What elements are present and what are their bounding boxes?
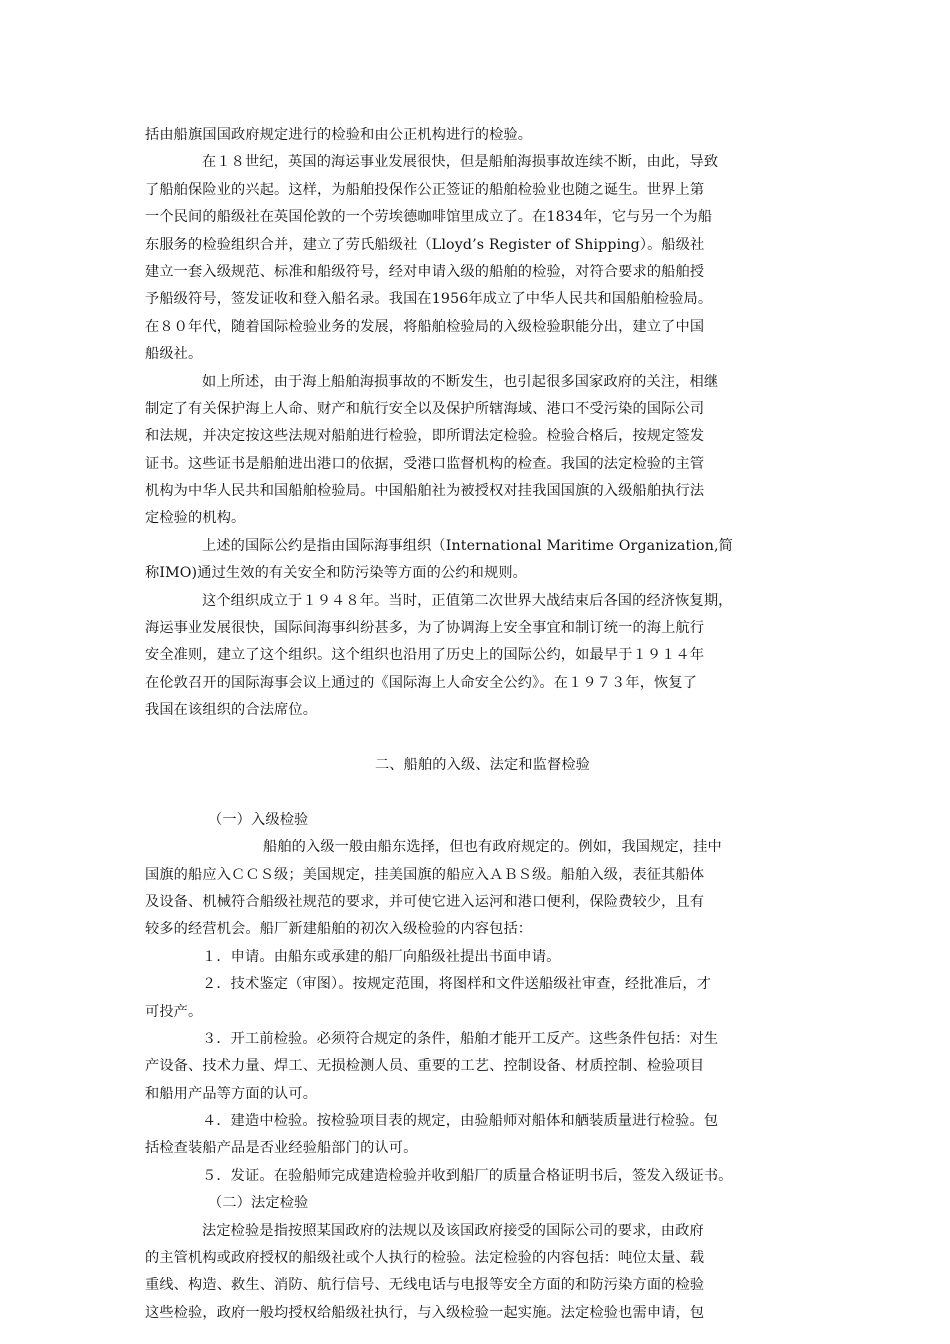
paragraph-line: 船级社。 (145, 346, 203, 363)
paragraph-line: 了船舶保险业的兴起。这样，为船舶投保作公正签证的船舶检验业也随之诞生。世界上第 (145, 181, 705, 198)
paragraph-line: 及设备、机械符合船级社规范的要求，并可使它进入运河和港口便利，保险费较少，且有 (145, 893, 705, 910)
list-item: ４．建造中检验。按检验项目表的规定，由验船师对船体和舾装质量进行检验。包 (202, 1113, 719, 1130)
paragraph-line: 在伦敦召开的国际海事会议上通过的《国际海上人命安全公约》。在１９７３年，恢复了 (145, 674, 698, 691)
paragraph-line: 这些检验，政府一般均授权给船级社执行，与入级检验一起实施。法定检验也需申请，包 (145, 1304, 705, 1321)
paragraph-line: 称IMO)通过生效的有关安全和防污染等方面的公约和规则。 (145, 565, 527, 582)
paragraph-line: 法定检验是指按照某国政府的法规以及该国政府接受的国际公司的要求，由政府 (202, 1222, 704, 1239)
spacer (145, 779, 820, 806)
paragraph-line: 如上所述，由于海上船舶海损事故的不断发生，也引起很多国家政府的关注，相继 (202, 373, 719, 390)
list-item: ３．开工前检验。必须符合规定的条件，船舶才能开工反产。这些条件包括：对生 (202, 1030, 719, 1047)
paragraph-line: 较多的经营机会。船厂新建船舶的初次入级检验的内容包括： (145, 921, 533, 938)
paragraph-line: 在１８世纪，英国的海运事业发展很快，但是船舶海损事故连续不断，由此，导致 (202, 154, 719, 171)
paragraph-line: 重线、构造、救生、消防、航行信号、无线电话与电报等安全方面的和防污染方面的检验 (145, 1277, 705, 1294)
paragraph-line: 予船级符号，签发证收和登入船名录。我国在1956年成立了中华人民共和国船舶检验局。 (145, 291, 713, 308)
spacer (145, 725, 820, 752)
paragraph-line: 机构为中华人民共和国船舶检验局。中国船舶社为被授权对挂我国国旗的入级船舶执行法 (145, 483, 705, 500)
paragraph-line: 定检验的机构。 (145, 510, 246, 527)
paragraph-line: 这个组织成立于１９４８年。当时，正值第二次世界大战结束后各国的经济恢复期， (202, 592, 733, 609)
paragraph-line: 东服务的检验组织合并，建立了劳氏船级社（Lloyd’s Register of Shipping）。船级社 (145, 236, 705, 253)
paragraph-line: 安全准则，建立了这个组织。这个组织也沿用了历史上的国际公约，如最早于１９１４年 (145, 647, 705, 664)
list-item: ２．技术鉴定（审图）。按规定范围，将图样和文件送船级社审查，经批准后，才 (202, 976, 712, 993)
list-item: １．申请。由船东或承建的船厂向船级社提出书面申请。 (202, 948, 561, 965)
section-heading: 二、船舶的入级、法定和监督检验 (374, 756, 591, 773)
paragraph-line: 括检查装船产品是否业经验船部门的认可。 (145, 1140, 418, 1157)
list-item: ５．发证。在验船师完成建造检验并收到船厂的质量合格证明书后，签发入级证书。 (202, 1167, 733, 1184)
subsection-heading: （一）入级检验 (208, 811, 309, 828)
paragraph-line: 产设备、技术力量、焊工、无损检测人员、重要的工艺、控制设备、材质控制、检验项目 (145, 1058, 705, 1075)
subsection-heading: （二）法定检验 (208, 1195, 309, 1212)
paragraph-line: 我国在该组织的合法席位。 (145, 702, 318, 719)
paragraph-line: 海运事业发展很快，国际间海事纠纷甚多，为了协调海上安全事宜和制订统一的海上航行 (145, 620, 705, 637)
paragraph-line: 可投产。 (145, 1003, 203, 1020)
paragraph-line: 建立一套入级规范、标准和船级符号，经对申请入级的船舶的检验，对符合要求的船舶授 (145, 263, 705, 280)
paragraph-line: 和法规，并决定按这些法规对船舶进行检验，即所谓法定检验。检验合格后，按规定签发 (145, 428, 705, 445)
paragraph-line: 船舶的入级一般由船东选择，但也有政府规定的。例如，我国规定，挂中 (263, 839, 722, 856)
paragraph-line: 和船用产品等方面的认可。 (145, 1085, 318, 1102)
paragraph-line: 括由船旗国国政府规定进行的检验和由公正机构进行的检验。 (145, 127, 533, 143)
paragraph-line: 在８０年代，随着国际检验业务的发展，将船舶检验局的入级检验职能分出，建立了中国 (145, 318, 705, 335)
paragraph-line: 制定了有关保护海上人命、财产和航行安全以及保护所辖海域、港口不受污染的国际公司 (145, 400, 705, 417)
paragraph-line: 上述的国际公约是指由国际海事组织（International Maritime Organization,简 (202, 537, 734, 554)
document-body (145, 122, 820, 1327)
paragraph-line: 证书。这些证书是船舶进出港口的依据，受港口监督机构的检查。我国的法定检验的主管 (145, 455, 705, 472)
paragraph-line: 的主管机构或政府授权的船级社或个人执行的检验。法定检验的内容包括：吨位太量、载 (145, 1250, 705, 1267)
paragraph-line: 一个民间的船级社在英国伦敦的一个劳埃德咖啡馆里成立了。在1834年，它与另一个为船 (145, 209, 713, 226)
paragraph-line: 国旗的船应入ＣＣＳ级；美国规定，挂美国旗的船应入ＡＢＳ级。船舶入级，表征其船体 (145, 866, 705, 883)
